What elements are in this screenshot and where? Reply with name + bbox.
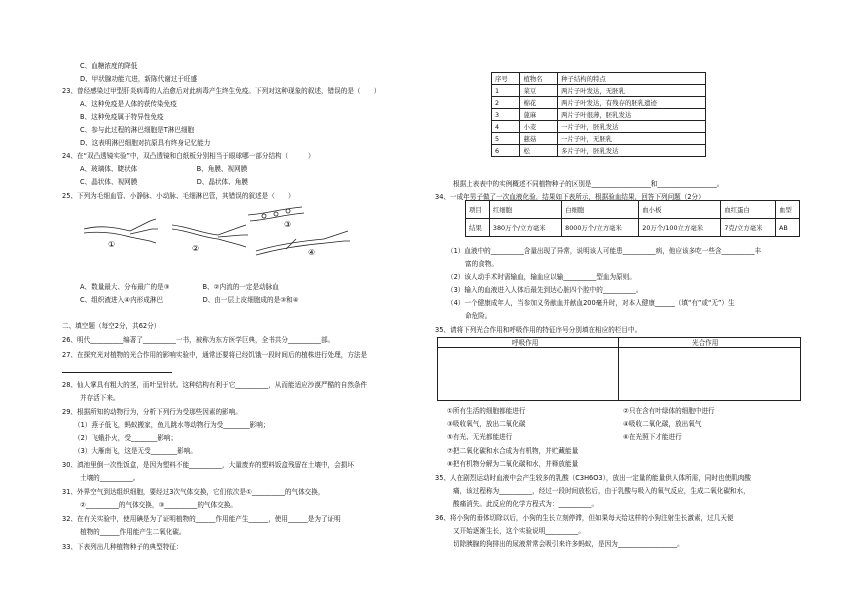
table-cell: 小麦 [520,121,558,133]
q34-2: （2）该人动手术时需输血，输血应以输__________型血为原则。 [447,273,636,281]
table-row [492,121,706,133]
seed-table [491,72,706,157]
q26: 26、明代__________编著了__________一书，被称为东方医学巨典，全书共分__________部。 [62,336,335,344]
table-row [492,145,706,157]
q33-stem: 33、下表列出几种植物种子的典型特征： [62,543,183,551]
q35-stem: 35、请将下列光合作用和呼吸作用的特征序号分别填在相应的栏目中。 [435,326,642,334]
q27-answer-line[interactable] [62,366,172,375]
table-row [466,219,800,237]
table-cell: 6 [492,145,520,157]
table-header-cell: 序号 [492,73,520,85]
table-cell: 一片子叶，无胚乳 [558,133,706,145]
q32: 32、在有关实验中，使用碘是为了证明植物的______作用能产生______，使用______是为了证明 [62,515,341,523]
q33-tail: 根据上表表中的实例概述不同植物种子的区别是__________________和__________________。 [453,180,724,188]
q29: 29、根据所知的动物行为，分析下列行为受那些因素的影响。 [62,408,242,416]
photosynthesis-header: 光合作用 [692,339,719,347]
table-header-cell: 红细胞 [489,201,561,219]
q34-4-cont: 命危险。 [465,312,492,320]
table-cell: 8000万个/立方毫米 [562,219,639,237]
q24-options-ab: A、玻璃体、睫状体 B、角膜、视网膜 [80,165,248,173]
q32-cont: 植物的______作用能产生二氧化碳。 [80,528,186,536]
option-4: ④吸收二氧化碳，放出氧气 [623,420,702,428]
q34-3: （3）输入的血液进入人体后最先到达心脏四个腔中的__________。 [447,286,643,294]
q23-option-c: C、参与此过程的淋巴细胞是T淋巴细胞 [80,126,195,134]
q31-cont: ②__________的气体交换，③__________的气体交换。 [80,501,237,509]
blood-table-header [466,201,800,219]
q34-stem: 34、一成年男子做了一次血液化验，结果如下表所示，根据验血结果，回答下列问题（2分） [435,193,705,201]
table-header-cell: 项目 [466,201,490,219]
q25-options-cd: C、组织液进入④内形成淋巴 D、由一层上皮细胞成的是③和④ [80,296,299,304]
table-header-cell: 种子结构的特点 [558,73,706,85]
q23-stem: 23、曾经感染过甲型肝炎病毒的人治愈后对此病毒产生终生免疫。下列对这种现象的叙述，错误的是（ ） [62,87,381,95]
option-5: ⑤有光、无光都能进行 [447,433,513,441]
table-header-cell: 血红蛋白 [721,201,776,219]
option-3: ③吸收氧气，放出二氧化碳 [447,420,526,428]
table-cell: 结果 [466,219,490,237]
table-cell: 7克/立方毫米 [721,219,776,237]
q22-option-d: D、甲状腺功能亢进，新陈代谢过于旺盛 [80,75,198,83]
q25-options-ab: A、数量最大、分布最广的是③ B、②内流的一定是动脉血 [80,283,279,291]
section-heading-fill: 二、填空题（每空2分，共62分） [62,322,161,330]
table-header-cell: 白细胞 [562,201,639,219]
table-cell: 2 [492,97,520,109]
q23-option-d: D、这表明淋巴细胞对抗原具有终身记忆能力 [80,139,211,147]
q34-1: （1）血液中的__________含量出现了异常，说明该人可能患__________病，他应该多吃一些含__________丰 [447,247,762,255]
table-cell: 5 [492,133,520,145]
table-cell: 3 [492,109,520,121]
q35b-cont-2: 酸痛消失。此反应的化学方程式为：__________。 [453,500,599,508]
option-8: ⑧把有机物分解为二氧化碳和水，并释放能量 [447,460,579,468]
vessel-1-icon [84,227,130,237]
table-header-cell: 血型 [776,201,800,219]
table-cell: 菜豆 [520,85,558,97]
vessel-3-icon [248,207,304,221]
table-cell: 多片子叶，胚乳发达 [558,145,706,157]
q28: 28、仙人掌具有粗大的茎，而叶呈针状。这种结构有利于它__________，从而能适应沙漠严酷的自然条件 [62,381,368,389]
photosynthesis-answer-area[interactable] [622,352,794,396]
table-header-cell: 植物名 [520,73,558,85]
figure-label-2: ② [192,244,200,253]
table-row [492,109,706,121]
q34-4: （4）一个健康成年人，当参加义务献血并献血200毫升时，对本人健康______（填“有”或“无”）生 [447,299,735,307]
table-cell: 蓖麻 [520,109,558,121]
q30: 30、滇池里倒一次性饭盒，是因为塑料不能__________，大量废弃的塑料饭盒残留在土壤中，会损坏 [62,461,354,469]
vessel-2-icon [172,225,218,239]
vessel-4-icon [256,239,326,255]
q24-stem: 24、在“双凸透镜实验”中，双凸透镜和白纸板分别相当于眼球哪一部分结构（ ） [62,152,315,160]
option-6: ⑥在光照下才能进行 [623,433,682,441]
q29-1: （1）燕子低飞，蚂蚁搬家，鱼儿跳水等动物行为受________影响； [74,421,270,429]
q35b-cont-1: 痛，该过程称为__________，经过一段时间放松后，由于乳酸与吸入的氧气反应，生成二氧化碳和水， [453,487,750,495]
table-cell: 慈菇 [520,133,558,145]
figure-label-1: ① [108,240,116,249]
table-cell: 4 [492,121,520,133]
figure-label-3: ③ [284,220,292,229]
q36-cont: 又开始逐渐生长，这个实验说明__________。 [453,527,585,535]
table-cell: 两片子叶发达，无胚乳 [558,85,706,97]
q25-stem: 25、下列为毛细血管、小静脉、小动脉、毛细淋巴管，其错误的叙述是（ ） [62,192,295,200]
respiration-answer-area[interactable] [442,352,614,396]
q29-2: （2）飞蛾扑火，受________影响； [74,434,178,442]
table-cell: 20万个/100立方毫米 [639,219,721,237]
table-header-cell: 血小板 [639,201,721,219]
q30-cont: 土壤的__________。 [80,474,140,482]
q29-3: （3）大雁南飞，这是无受________影响。 [74,447,197,455]
seed-table-header [492,73,706,85]
option-7: ⑦把二氧化碳和水合成为有机物，并贮藏能量 [447,447,579,455]
vessel-figure [80,205,360,257]
q28-cont: 并存活下来。 [80,394,120,402]
table-cell: 松 [520,145,558,157]
table-cell: AB [776,219,800,237]
q23-option-b: B、这种免疫属于特异性免疫 [80,113,164,121]
option-1: ①所有生活的细胞都能进行 [447,407,526,415]
q31: 31、外界空气到达组织细胞，要经过3次气体交换，它们依次是①__________的气体交换， [62,488,325,496]
q34-1-cont: 富的食物。 [465,260,498,268]
blood-table [465,200,800,237]
q36-stem: 36、将小狗的垂体切除以后，小狗的生长立刻停滞，但如果每天给这样的小狗注射生长激素，过几天便 [435,514,734,522]
option-2: ②只在含有叶绿体的细胞中进行 [623,407,715,415]
table-row [492,85,706,97]
q36-pancreas: 切除胰腺的狗排出的尿液常常会吸引来许多蚂蚁，是因为__________________。 [453,540,684,548]
table-cell: 两片子叶发达，有残存的胚乳遗迹 [558,97,706,109]
respiration-header: 呼吸作用 [512,339,539,347]
q23-option-a: A、这种免疫是人体的获传染免疫 [80,100,177,108]
q35-answer-box [437,337,801,401]
table-row [492,97,706,109]
table-cell: 一片子叶，胚乳发达 [558,121,706,133]
table-cell: 1 [492,85,520,97]
table-cell: 两片子叶很薄，胚乳发达 [558,109,706,121]
q35b-stem: 35、人在剧烈运动时血液中会产生较多的乳酸（C3H6O3），放出一定量的能量供人体所需，同时也使肌肉酸 [435,474,751,482]
table-cell: 380万个/立方毫米 [489,219,561,237]
table-cell: 棉花 [520,97,558,109]
table-row [492,133,706,145]
q22-option-c: C、血糖浓度的降低 [80,62,138,70]
q24-options-cd: C、晶状体、视网膜 D、晶状体、角膜 [80,178,248,186]
q27: 27、在探究光对植物的光合作用的影响实验中，通常还要将已经饥饿一段时间后的植株进行处理，方法是 [62,351,368,359]
figure-label-4: ④ [308,248,316,257]
